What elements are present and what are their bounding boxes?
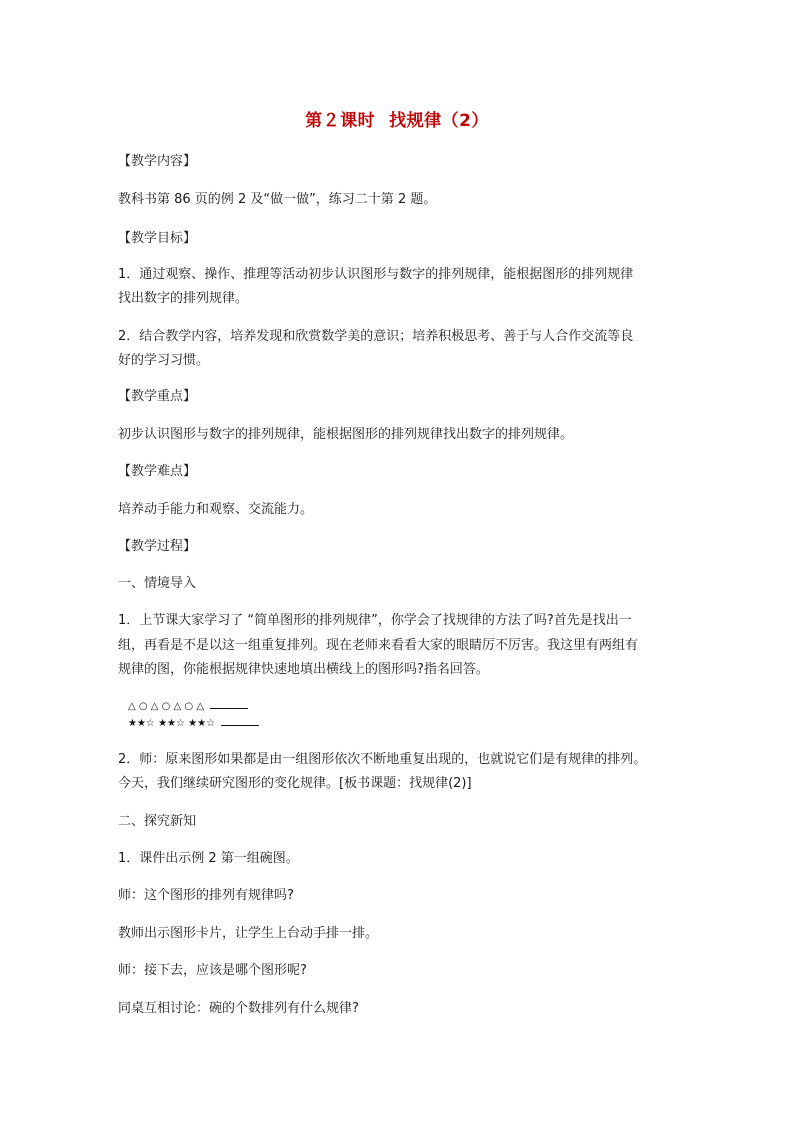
s2-p4: 师：接下去，应该是哪个图形呢? xyxy=(118,963,307,978)
content-header: 【教学内容】 xyxy=(118,154,197,169)
s2-p3: 教师出示图形卡片，让学生上台动手排一排。 xyxy=(118,926,379,941)
key-text: 初步认识图形与数字的排列规律，能根据图形的排列规律找出数字的排列规律。 xyxy=(118,427,574,442)
goal2-line1: 2．结合教学内容，培养发现和欣赏数学美的意识；培养积极思考、善于与人合作交流等良 xyxy=(118,329,634,344)
shape-sequence-stars: ★★☆ ★★☆ ★★☆ xyxy=(128,718,216,729)
key-header: 【教学重点】 xyxy=(118,389,197,404)
s1-p2-line2: 今天，我们继续研究图形的变化规律。[板书课题：找规律(2)] xyxy=(118,776,472,791)
content-text: 教科书第 86 页的例 2 及“做一做”，练习二十第 2 题。 xyxy=(118,192,437,207)
s1-p1-line2: 组，再看是不是以这一组重复排列。现在老师来看看大家的眼睛厉不厉害。我这里有两组有 xyxy=(118,638,639,653)
goals-header: 【教学目标】 xyxy=(118,231,197,246)
goal1-line1: 1．通过观察、操作、推理等活动初步认识图形与数字的排列规律，能根据图形的排列规律 xyxy=(118,267,634,282)
s1-p2-line1: 2．师：原来图形如果都是由一组图形依次不断地重复出现的，也就说它们是有规律的排列。 xyxy=(118,752,647,767)
difficulty-text: 培养动手能力和观察、交流能力。 xyxy=(118,502,314,517)
section2-title: 二、探究新知 xyxy=(118,814,197,829)
answer-blank-1 xyxy=(210,699,248,709)
process-header: 【教学过程】 xyxy=(118,539,197,554)
shape-row-1 xyxy=(128,699,248,713)
answer-blank-2 xyxy=(221,716,259,726)
lesson-number: 第２课时 xyxy=(305,111,376,131)
goal1-line2: 找出数字的排列规律。 xyxy=(118,291,249,306)
s2-p2: 师：这个图形的排列有规律吗? xyxy=(118,888,294,903)
s1-p1-line3: 规律的图，你能根据规律快速地填出横线上的图形吗?指名回答。 xyxy=(118,662,489,677)
s2-p1: 1．课件出示例 2 第一组碗图。 xyxy=(118,851,299,866)
s1-p1-line1: 1．上节课大家学习了 “简单图形的排列规律”，你学会了找规律的方法了吗?首先是找出一 xyxy=(118,613,632,628)
section1-title: 一、情境导入 xyxy=(118,576,197,591)
goal2-line2: 好的学习习惯。 xyxy=(118,353,210,368)
difficulty-header: 【教学难点】 xyxy=(118,464,197,479)
lesson-topic: 找规律（2） xyxy=(389,111,489,131)
page-title xyxy=(0,106,794,131)
s2-p5: 同桌互相讨论：碗的个数排列有什么规律? xyxy=(118,1001,359,1016)
shape-sequence-triangle-circle: △ ○ △ ○ △ ○ △ xyxy=(128,701,205,712)
shape-row-2 xyxy=(128,716,259,730)
